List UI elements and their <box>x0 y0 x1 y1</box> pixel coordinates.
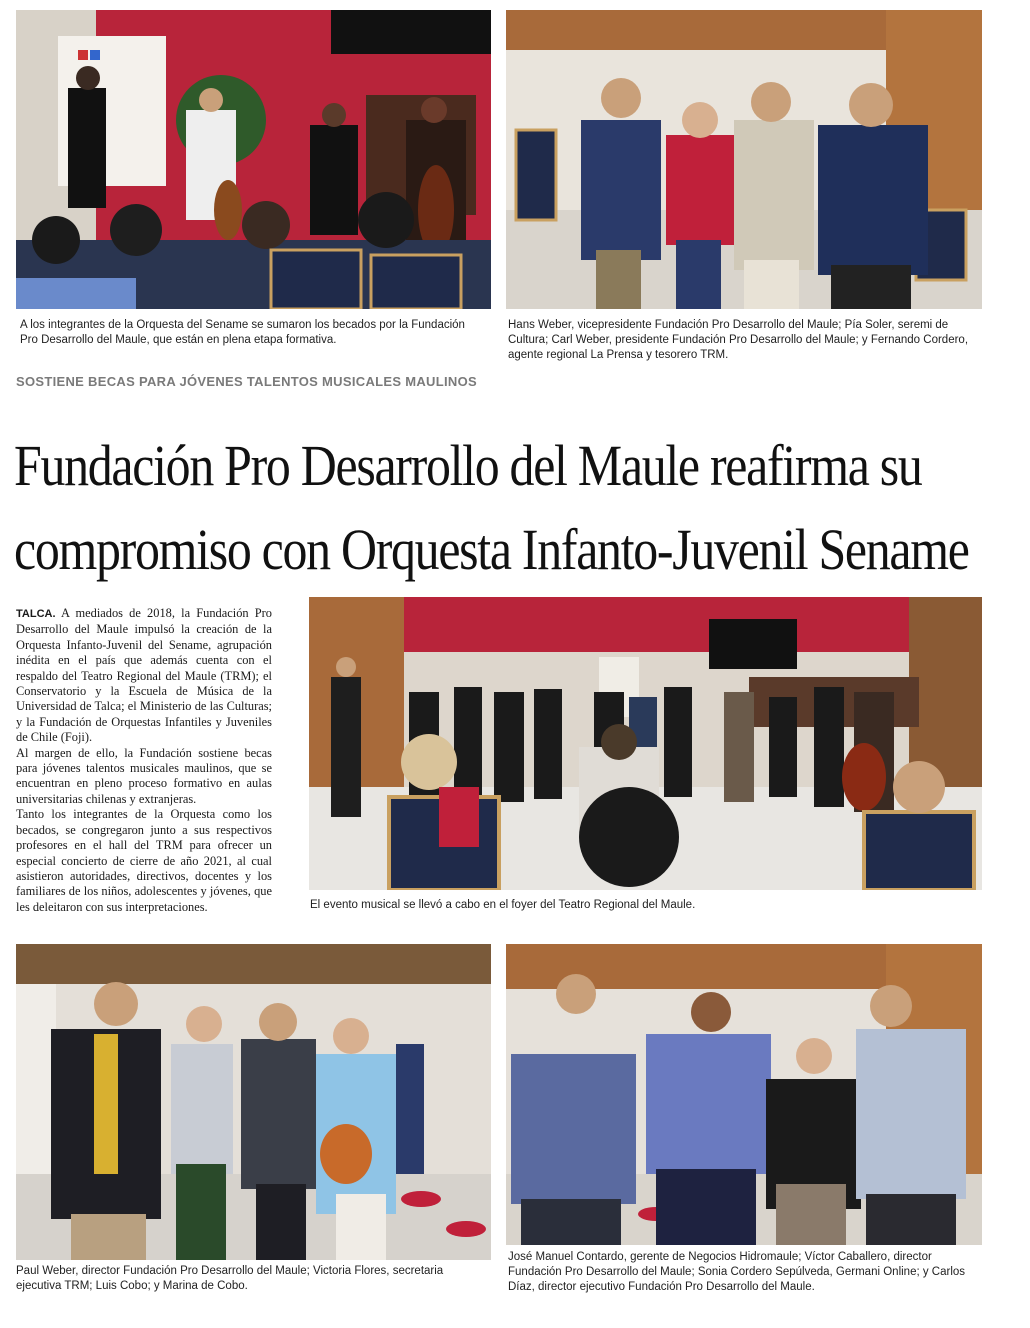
caption-contardo-group: José Manuel Contardo, gerente de Negocios Hidromaule; Víctor Caballero, director Fundación Pro Desarrollo del Maule; Sonia Cordero Sepúlveda, Germani Online; y Carlos Díaz, director ejecutivo Fundación Pro Desarrollo del Maule. <box>508 1251 966 1293</box>
caption-weber-soler-group: Hans Weber, vicepresidente Fundación Pro Desarrollo del Maule; Pía Soler, seremi de Cultura; Carl Weber, presidente Fundación Pro Desarrollo del Maule; y Fernando Cordero, agente regional La Prensa y tesorero TRM. <box>508 319 969 361</box>
article-body <box>16 606 272 915</box>
article-headline <box>14 424 969 592</box>
article-paragraph-1: TALCA. A mediados de 2018, la Fundación Pro Desarrollo del Maule impulsó la creación de la Orquesta Infanto-Juvenil del Sename, agrupación inédita en el país que además cuenta con el respaldo del Teatro Regional del Maule (TRM); el Conservatorio y la Escuela de Música de la Universidad de Talca; el Ministerio de las Culturas; y la Fundación de Orquestas Infantiles y Juveniles de Chile (Foji). <box>16 606 272 745</box>
article-paragraph-3: Tanto los integrantes de la Orquesta como los becados, se congregaron junto a sus respectivos profesores en el hall del TRM para ofrecer un especial concierto de cierre de año 2021, al cual asistieron autoridades, directivos, docentes y los familiares de los niños, adolescentes y jóvenes, que les deleitaron con sus interpretaciones. <box>16 807 272 914</box>
headline-line-2: compromiso con Orquesta Infanto-Juvenil Sename <box>14 517 969 582</box>
article-kicker: SOSTIENE BECAS PARA JÓVENES TALENTOS MUSICALES MAULINOS <box>16 374 477 389</box>
photo-weber-soler-group <box>506 10 982 309</box>
article-dateline: TALCA. <box>16 608 56 620</box>
headline-line-1: Fundación Pro Desarrollo del Maule reafirma su <box>14 433 922 498</box>
photo-orchestra-scholars <box>16 10 491 309</box>
photo-contardo-group <box>506 944 982 1245</box>
photo-paul-weber-group <box>16 944 491 1260</box>
article-paragraph-2: Al margen de ello, la Fundación sostiene becas para jóvenes talentos musicales maulinos, que se encuentran en pleno proceso formativo en aulas universitarias chilenas y extranjeras. <box>16 745 272 806</box>
photo-foyer-event <box>309 597 982 890</box>
caption-orchestra-scholars: A los integrantes de la Orquesta del Sename se sumaron los becados por la Fundación Pro Desarrollo del Maule, que están en plena etapa formativa. <box>20 319 465 346</box>
caption-foyer-event: El evento musical se llevó a cabo en el foyer del Teatro Regional del Maule. <box>310 899 696 911</box>
caption-paul-weber-group: Paul Weber, director Fundación Pro Desarrollo del Maule; Victoria Flores, secretaria ejecutiva TRM; Luis Cobo; y Marina de Cobo. <box>16 1265 444 1292</box>
